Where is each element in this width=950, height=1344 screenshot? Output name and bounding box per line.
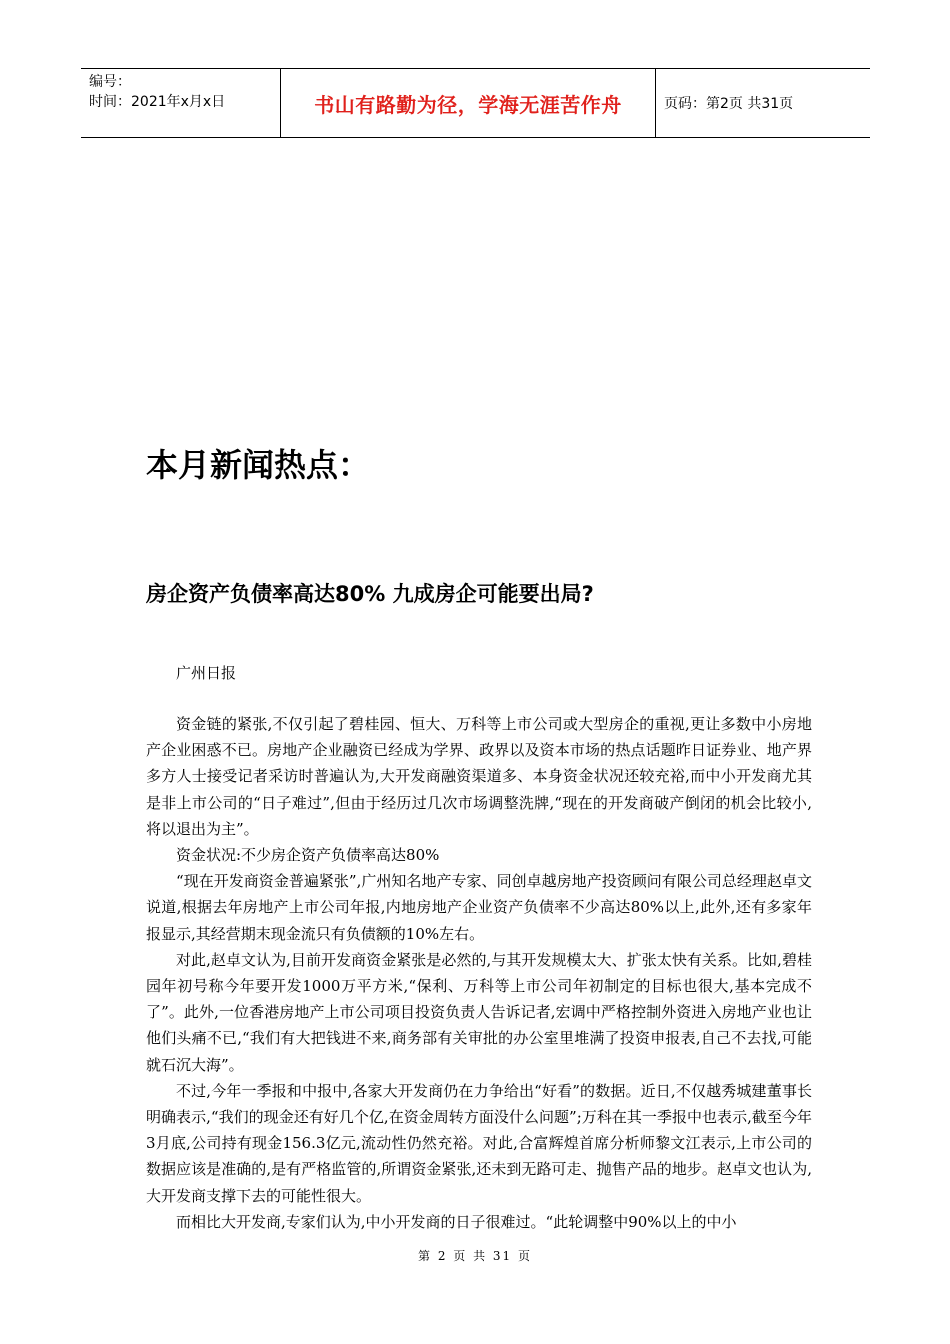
article-body <box>146 711 812 1235</box>
page-title: 本月新闻热点： <box>146 446 371 484</box>
page-footer: 第 2 页 共 31 页 <box>418 1249 532 1263</box>
article-paragraph: 资金链的紧张,不仅引起了碧桂园、恒大、万科等上市公司或大型房企的重视,更让多数中小房地产企业困惑不已。房地产企业融资已经成为学界、政界以及资本市场的热点话题昨日证券业、地产界多方人士接受记者采访时普遍认为,大开发商融资渠道多、本身资金状况还较充裕,而中小开发商尤其是非上市公司的“日子难过”,但由于经历过几次市场调整洗牌,“现在的开发商破产倒闭的机会比较小,将以退出为主”。 <box>146 715 812 838</box>
document-header <box>81 68 870 138</box>
document-number-label: 编号： <box>89 74 131 90</box>
article-paragraph: 而相比大开发商,专家们认为,中小开发商的日子很难过。“此轮调整中90%以上的中小 <box>176 1212 737 1231</box>
article-source: 广州日报 <box>176 664 237 682</box>
header-info-cell <box>81 69 281 137</box>
document-time-label: 时间：2021年x月x日 <box>89 94 226 110</box>
article-paragraph: 不过,今年一季报和中报中,各家大开发商仍在力争给出“好看”的数据。近日,不仅越秀城建董事长明确表示,“我们的现金还有好几个亿,在资金周转方面没什么问题”;万科在其一季报中也表示,截至今年3月底,公司持有现金156.3亿元,流动性仍然充裕。对此,合富辉煌首席分析师黎文江表示,上市公司的数据应该是准确的,是有严格监管的,所谓资金紧张,还未到无路可走、抛售产品的地步。赵卓文也认为,大开发商支撑下去的可能性很大。 <box>146 1081 812 1205</box>
article-paragraph: 对此,赵卓文认为,目前开发商资金紧张是必然的,与其开发规模太大、扩张太快有关系。比如,碧桂园年初号称今年要开发1000万平方米,“保利、万科等上市公司年初制定的目标也很大,基本完成不了”。此外,一位香港房地产上市公司项目投资负责人告诉记者,宏调中严格控制外资进入房地产业也让他们头痛不已,“我们有大把钱进不来,商务部有关审批的办公室里堆满了投资申报表,自己不去找,可能就石沉大海”。 <box>146 950 812 1074</box>
article-paragraph: 资金状况:不少房企资产负债率高达80% <box>176 846 440 865</box>
header-motto: 书山有路勤为径，学海无涯苦作舟 <box>281 69 656 137</box>
article-title: 房企资产负债率高达80% 九成房企可能要出局? <box>146 582 594 606</box>
article-paragraph: “现在开发商资金普遍紧张”,广州知名地产专家、同创卓越房地产投资顾问有限公司总经理赵卓文说道,根据去年房地产上市公司年报,内地房地产企业资产负债率不少高达80%以上,此外,还有多家年报显示,其经营期末现金流只有负债额的10%左右。 <box>146 872 812 943</box>
header-page-code: 页码：第2页 共31页 <box>664 96 794 112</box>
